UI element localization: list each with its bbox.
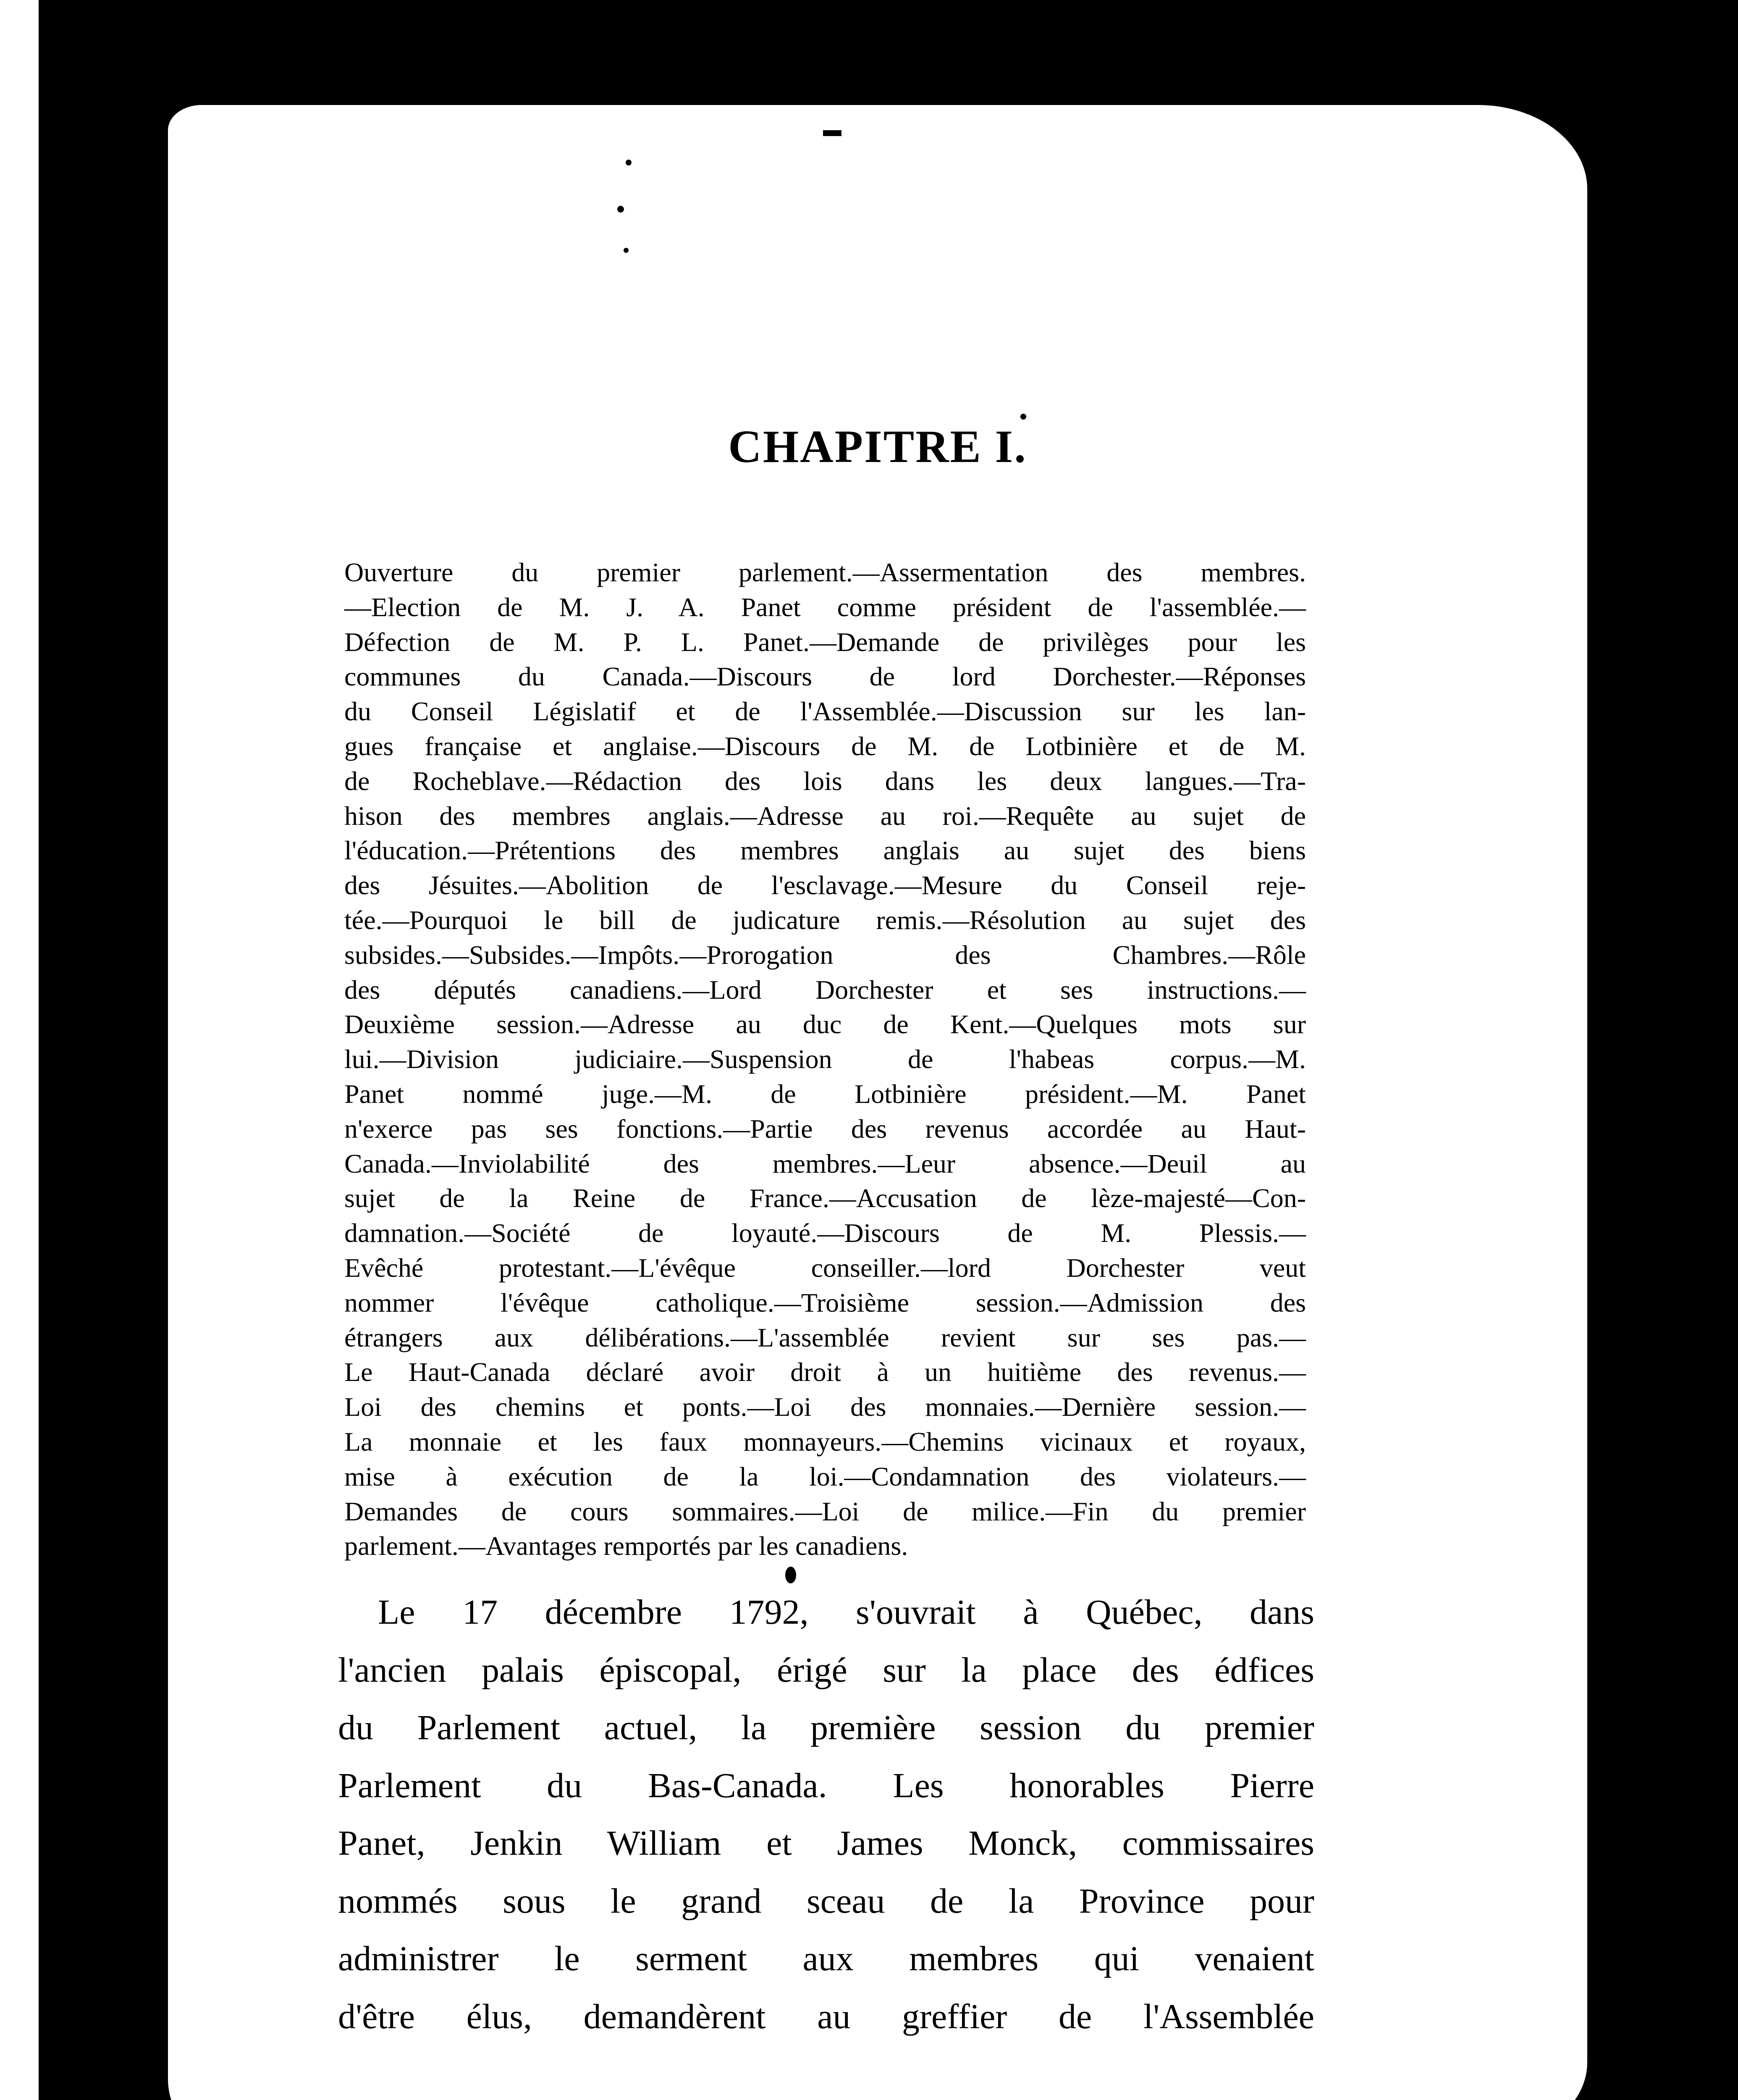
body-line: l'ancien palais épiscopal, érigé sur la place des édfices — [338, 1650, 1314, 1690]
body-line: administrer le serment aux membres qui venaient — [338, 1939, 1314, 1978]
summary-line: Loi des chemins et ponts.—Loi des monnaies.—Dernière session.— — [344, 1392, 1306, 1422]
summary-line: mise à exécution de la loi.—Condamnation des violateurs.— — [344, 1461, 1306, 1491]
scanned-page — [168, 105, 1587, 2100]
chapter-summary — [344, 555, 1306, 1564]
body-paragraph — [338, 1583, 1314, 2045]
summary-line: des députés canadiens.—Lord Dorchester et ses instructions.— — [344, 974, 1306, 1005]
body-line: Parlement du Bas-Canada. Les honorables Pierre — [338, 1766, 1314, 1805]
summary-line: Ouverture du premier parlement.—Assermentation des membres. — [344, 557, 1306, 587]
summary-line: de Rocheblave.—Rédaction des lois dans les deux langues.—Tra- — [344, 766, 1306, 796]
summary-line: Défection de M. P. L. Panet.—Demande de privilèges pour les — [344, 627, 1306, 657]
summary-line: La monnaie et les faux monnayeurs.—Chemins vicinaux et royaux, — [344, 1426, 1306, 1457]
summary-line: lui.—Division judiciaire.—Suspension de l'habeas corpus.—M. — [344, 1044, 1306, 1074]
summary-line: Le Haut-Canada déclaré avoir droit à un huitième des revenus.— — [344, 1357, 1306, 1387]
summary-line: damnation.—Société de loyauté.—Discours de M. Plessis.— — [344, 1218, 1306, 1248]
summary-line: Deuxième session.—Adresse au duc de Kent.—Quelques mots sur — [344, 1009, 1306, 1040]
scan-speck — [785, 1567, 796, 1583]
summary-line: l'éducation.—Prétentions des membres anglais au sujet des biens — [344, 835, 1306, 866]
summary-line: n'exerce pas ses fonctions.—Partie des revenus accordée au Haut- — [344, 1113, 1306, 1144]
body-line: nommés sous le grand sceau de la Province pour — [338, 1881, 1314, 1921]
summary-line: nommer l'évêque catholique.—Troisième session.—Admission des — [344, 1287, 1306, 1318]
summary-line: parlement.—Avantages remportés par les canadiens. — [344, 1531, 908, 1561]
chapter-title: CHAPITRE I. — [728, 421, 1027, 472]
summary-line: Evêché protestant.—L'évêque conseiller.—lord Dorchester veut — [344, 1252, 1306, 1283]
body-line: du Parlement actuel, la première session du premier — [338, 1708, 1314, 1747]
summary-line: subsides.—Subsides.—Impôts.—Prorogation des Chambres.—Rôle — [344, 940, 1306, 970]
summary-line: Canada.—Inviolabilité des membres.—Leur absence.—Deuil au — [344, 1148, 1306, 1179]
summary-line: des Jésuites.—Abolition de l'esclavage.—Mesure du Conseil reje- — [344, 870, 1306, 900]
summary-line: du Conseil Législatif et de l'Assemblée.—Discussion sur les lan- — [344, 696, 1306, 727]
summary-line: tée.—Pourquoi le bill de judicature remis.—Résolution au sujet des — [344, 905, 1306, 935]
summary-line: communes du Canada.—Discours de lord Dorchester.—Réponses — [344, 662, 1306, 692]
summary-line: sujet de la Reine de France.—Accusation de lèze-majesté—Con- — [344, 1183, 1306, 1213]
summary-line: Demandes de cours sommaires.—Loi de milice.—Fin du premier — [344, 1496, 1306, 1526]
body-line: d'être élus, demandèrent au greffier de l'Assemblée — [338, 1997, 1314, 2036]
summary-line: Panet nommé juge.—M. de Lotbinière président.—M. Panet — [344, 1079, 1306, 1109]
summary-line: hison des membres anglais.—Adresse au roi.—Requête au sujet de — [344, 801, 1306, 831]
scan-speck — [617, 206, 624, 213]
summary-line: étrangers aux délibérations.—L'assemblée revient sur ses pas.— — [344, 1322, 1306, 1352]
scan-left-margin — [0, 0, 39, 2100]
printer-mark — [823, 130, 841, 136]
body-line: Le 17 décembre 1792, s'ouvrait à Québec, dans — [378, 1593, 1314, 1632]
summary-line: gues française et anglaise.—Discours de M. de Lotbinière et de M. — [344, 731, 1306, 761]
scan-speck — [1020, 414, 1026, 420]
body-line: Panet, Jenkin William et James Monck, commissaires — [338, 1824, 1314, 1863]
summary-line: —Election de M. J. A. Panet comme président de l'assemblée.— — [344, 592, 1306, 622]
scan-speck — [624, 248, 629, 253]
scan-speck — [626, 160, 632, 165]
